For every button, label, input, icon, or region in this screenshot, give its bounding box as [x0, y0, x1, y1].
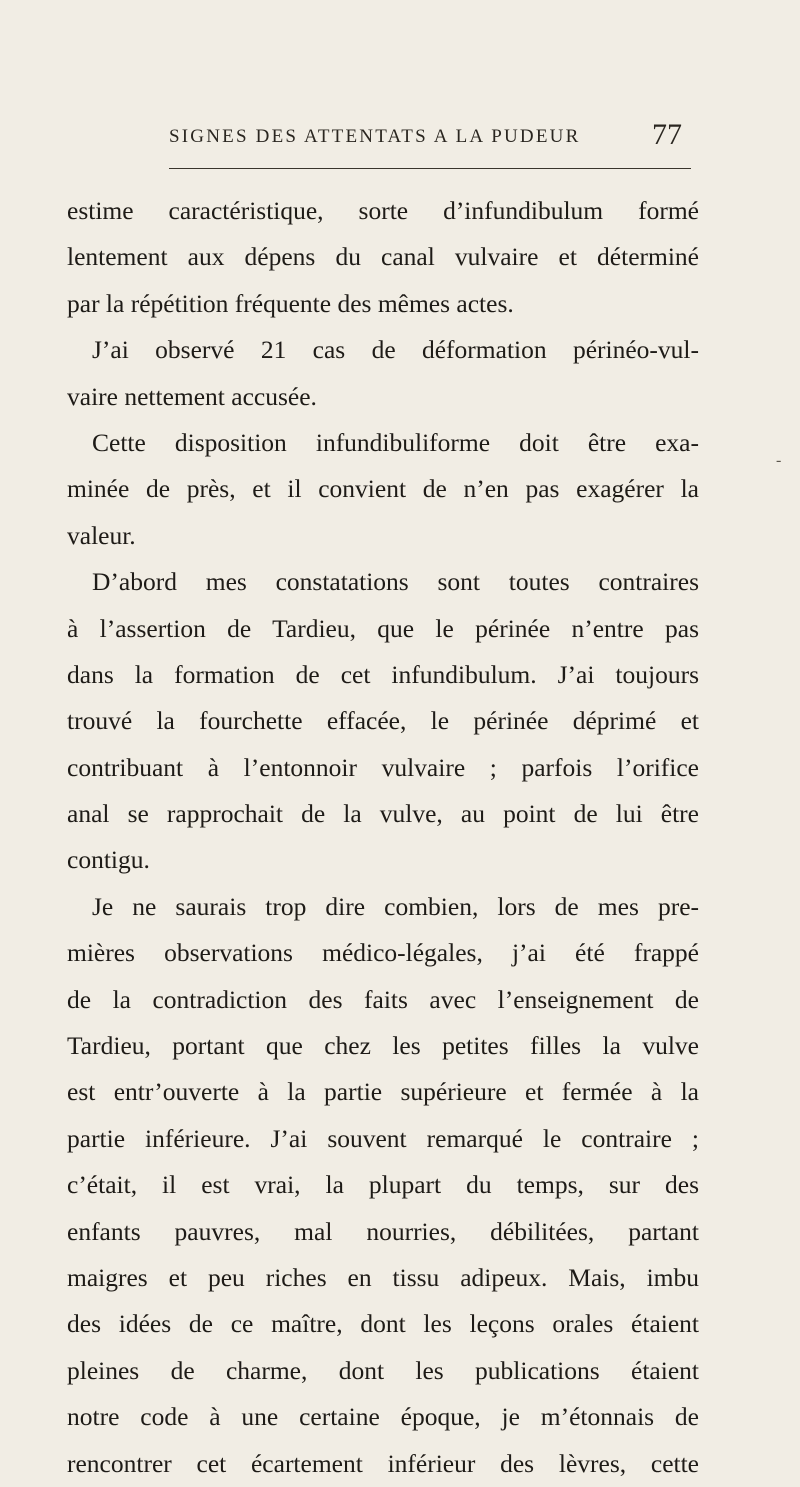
running-title: SIGNES DES ATTENTATS A LA PUDEUR — [169, 126, 581, 147]
text-line: des idées de ce maître, dont les leçons orales étaient — [67, 1309, 699, 1339]
text-line: contribuant à l’entonnoir vulvaire ; parfois l’orifice — [67, 752, 699, 782]
text-line: minée de près, et il convient de n’en pas exagérer la — [67, 474, 699, 504]
text-line: dans la formation de cet infundibulum. J’ai toujours — [67, 659, 699, 689]
margin-mark: - — [776, 452, 782, 469]
text-line: maigres et peu riches en tissu adipeux. Mais, imbu — [67, 1262, 699, 1292]
text-line: trouvé la fourchette effacée, le périnée déprimé et — [67, 706, 699, 736]
text-line: Tardieu, portant que chez les petites filles la vulve — [67, 1031, 699, 1061]
text-line: par la répétition fréquente des mêmes actes. — [67, 288, 514, 318]
running-head — [169, 118, 682, 158]
text-line: de la contradiction des faits avec l’enseignement de — [67, 984, 699, 1014]
text-line: rencontrer cet écartement inférieur des lèvres, cette — [67, 1448, 699, 1478]
text-line: mières observations médico-légales, j’ai été frappé — [67, 938, 699, 968]
text-line: c’était, il est vrai, la plupart du temps, sur des — [67, 1170, 699, 1200]
text-line: vaire nettement accusée. — [67, 381, 317, 411]
text-line: J’ai observé 21 cas de déformation périnéo-vul- — [92, 335, 699, 365]
page-number: 77 — [652, 118, 682, 151]
text-line: valeur. — [67, 520, 136, 550]
text-line: lentement aux dépens du canal vulvaire et déterminé — [67, 242, 699, 272]
text-line: est entr’ouverte à la partie supérieure et fermée à la — [67, 1077, 699, 1107]
text-line: Cette disposition infundibuliforme doit être exa- — [92, 427, 699, 457]
text-line: D’abord mes constatations sont toutes contraires — [92, 567, 699, 597]
body-text — [67, 188, 699, 1487]
text-line: pleines de charme, dont les publications étaient — [67, 1355, 699, 1385]
text-line: estime caractéristique, sorte d’infundibulum formé — [67, 196, 699, 225]
text-line: notre code à une certaine époque, je m’étonnais de — [67, 1402, 699, 1432]
text-line: partie inférieure. J’ai souvent remarqué le contraire ; — [67, 1123, 699, 1153]
header-rule — [169, 168, 691, 169]
text-line: enfants pauvres, mal nourries, débilitées, partant — [67, 1216, 699, 1246]
text-line: à l’assertion de Tardieu, que le périnée n’entre pas — [67, 613, 699, 643]
text-line: contigu. — [67, 845, 150, 875]
text-line: anal se rapprochait de la vulve, au point de lui être — [67, 799, 699, 829]
text-line: Je ne saurais trop dire combien, lors de mes pre- — [92, 891, 699, 921]
